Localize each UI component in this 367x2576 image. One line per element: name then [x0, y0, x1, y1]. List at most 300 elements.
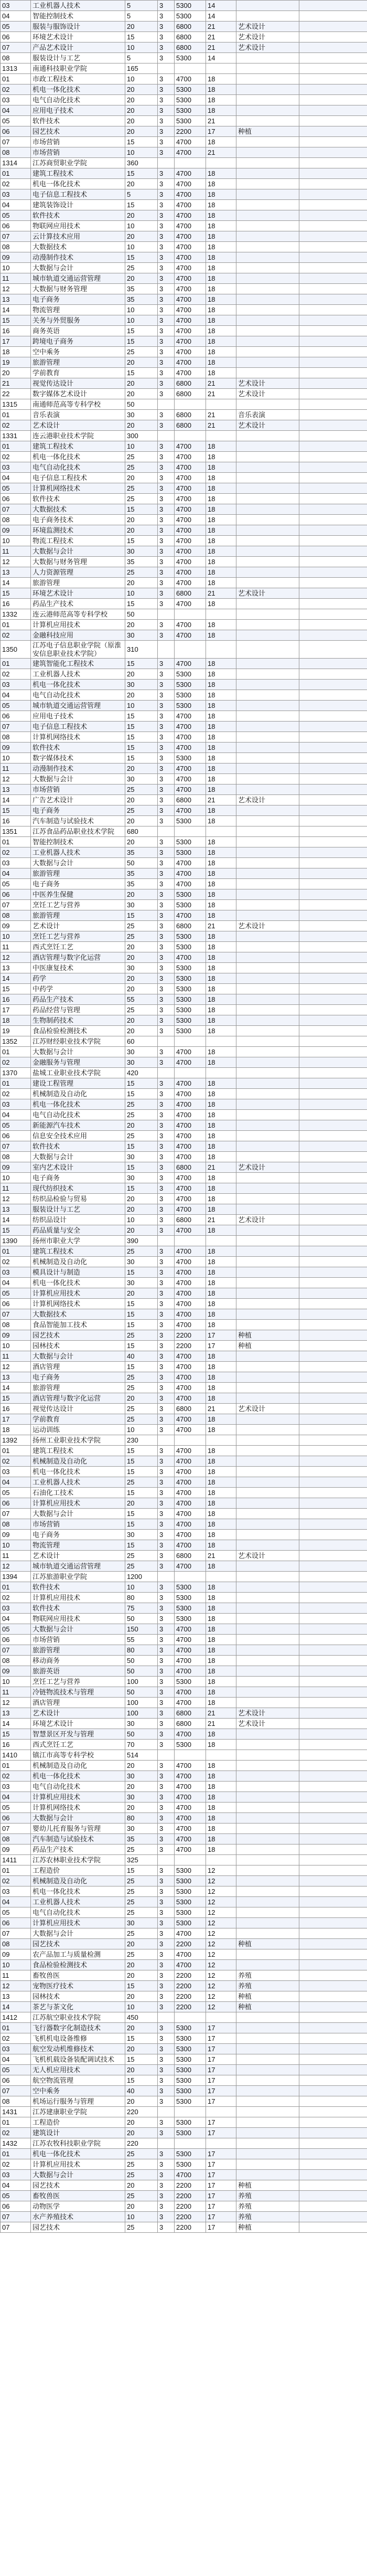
- cell-fee: 4700: [175, 1771, 206, 1782]
- cell-fee: 6800: [175, 1404, 206, 1414]
- cell-name: 工业机器人技术: [31, 1, 125, 11]
- cell-years: 3: [158, 816, 175, 826]
- cell-subject: 18: [206, 669, 236, 680]
- major-row: [1, 2096, 367, 2107]
- cell-empty: [299, 1278, 367, 1288]
- cell-empty: [299, 431, 367, 441]
- cell-fee: 4700: [175, 504, 206, 515]
- school-row: [1, 399, 367, 410]
- cell-years: [158, 826, 175, 837]
- cell-fee: 5300: [175, 669, 206, 680]
- cell-years: 3: [158, 701, 175, 711]
- cell-empty: [299, 609, 367, 620]
- cell-plan: 30: [125, 1719, 158, 1729]
- cell-plan: 30: [125, 1057, 158, 1068]
- major-row: [1, 1162, 367, 1173]
- major-row: [1, 74, 367, 84]
- cell-empty: [299, 2149, 367, 2159]
- cell-name: 冷链物流技术与管理: [31, 1687, 125, 1698]
- cell-category: [236, 95, 299, 105]
- cell-fee: 4700: [175, 1351, 206, 1362]
- cell-fee: 4700: [175, 483, 206, 494]
- major-row: [1, 2201, 367, 2212]
- cell-name: 大数据与会计: [31, 1152, 125, 1162]
- cell-plan: 25: [125, 462, 158, 473]
- cell-subject: 17: [206, 2180, 236, 2191]
- cell-years: 3: [158, 1183, 175, 1194]
- cell-plan: 10: [125, 242, 158, 252]
- cell-name: 计算机应用技术: [31, 620, 125, 630]
- cell-years: 3: [158, 1477, 175, 1488]
- cell-fee: 4700: [175, 1698, 206, 1708]
- cell-empty: [299, 764, 367, 774]
- cell-subject: 21: [206, 43, 236, 53]
- cell-years: 3: [158, 711, 175, 722]
- cell-code: 1352: [1, 1036, 31, 1047]
- cell-empty: [299, 641, 367, 659]
- cell-name: 学前教育: [31, 1414, 125, 1425]
- cell-subject: 17: [206, 2212, 236, 2222]
- cell-subject: 18: [206, 1194, 236, 1204]
- cell-plan: 20: [125, 1960, 158, 1970]
- cell-empty: [299, 43, 367, 53]
- major-row: [1, 1246, 367, 1257]
- cell-code: 09: [1, 1530, 31, 1540]
- cell-years: 3: [158, 1918, 175, 1928]
- cell-category: [236, 1750, 299, 1761]
- major-row: [1, 1152, 367, 1162]
- cell-years: 3: [158, 105, 175, 116]
- cell-years: 3: [158, 1624, 175, 1635]
- cell-empty: [299, 273, 367, 284]
- cell-fee: 6800: [175, 389, 206, 399]
- cell-empty: [299, 1152, 367, 1162]
- cell-subject: 14: [206, 11, 236, 22]
- cell-plan: 15: [125, 168, 158, 179]
- cell-code: 02: [1, 2128, 31, 2138]
- cell-name: 建筑工程技术: [31, 1246, 125, 1257]
- major-row: [1, 252, 367, 263]
- cell-name: 江苏航空职业技术学院: [31, 2012, 125, 2023]
- cell-years: 3: [158, 43, 175, 53]
- cell-fee: 4700: [175, 1141, 206, 1152]
- cell-category: [236, 1960, 299, 1970]
- cell-fee: 4700: [175, 305, 206, 315]
- major-row: [1, 1687, 367, 1698]
- cell-empty: [299, 722, 367, 732]
- cell-subject: 18: [206, 504, 236, 515]
- cell-empty: [299, 357, 367, 368]
- cell-years: 3: [158, 1687, 175, 1698]
- cell-subject: 17: [206, 2065, 236, 2075]
- cell-plan: 25: [125, 1330, 158, 1341]
- cell-years: 3: [158, 1960, 175, 1970]
- cell-name: 智能控制技术: [31, 11, 125, 22]
- major-row: [1, 294, 367, 305]
- cell-subject: [206, 399, 236, 410]
- cell-name: 扬州工业职业技术学院: [31, 1435, 125, 1446]
- cell-category: [236, 1907, 299, 1918]
- cell-fee: 6800: [175, 1551, 206, 1561]
- cell-empty: [299, 1341, 367, 1351]
- cell-years: 3: [158, 2170, 175, 2180]
- major-row: [1, 1078, 367, 1089]
- major-row: [1, 315, 367, 326]
- cell-category: 养殖: [236, 1981, 299, 1991]
- cell-years: 3: [158, 210, 175, 221]
- cell-name: 电子商务: [31, 294, 125, 305]
- cell-empty: [299, 378, 367, 389]
- cell-name: 跨境电子商务: [31, 336, 125, 347]
- cell-fee: [175, 158, 206, 168]
- cell-category: [236, 641, 299, 659]
- cell-fee: 4700: [175, 179, 206, 189]
- cell-category: [236, 231, 299, 242]
- cell-code: 18: [1, 1015, 31, 1026]
- cell-subject: 18: [206, 785, 236, 795]
- major-row: [1, 452, 367, 462]
- cell-subject: 18: [206, 711, 236, 722]
- cell-name: 广告艺术设计: [31, 795, 125, 805]
- cell-empty: [299, 242, 367, 252]
- cell-subject: 18: [206, 1299, 236, 1309]
- cell-empty: [299, 63, 367, 74]
- cell-subject: 21: [206, 32, 236, 43]
- cell-empty: [299, 32, 367, 43]
- cell-category: [236, 1519, 299, 1530]
- cell-code: 06: [1, 126, 31, 137]
- cell-category: [236, 1078, 299, 1089]
- cell-years: 3: [158, 1782, 175, 1792]
- cell-fee: 5300: [175, 994, 206, 1005]
- cell-name: 旅游管理: [31, 1645, 125, 1656]
- cell-code: 1332: [1, 609, 31, 620]
- cell-empty: [299, 452, 367, 462]
- cell-empty: [299, 1813, 367, 1824]
- cell-name: 中医养生保健: [31, 889, 125, 900]
- cell-code: 01: [1, 74, 31, 84]
- cell-code: 08: [1, 147, 31, 158]
- cell-plan: 80: [125, 1813, 158, 1824]
- cell-fee: 5300: [175, 1907, 206, 1918]
- cell-fee: 4700: [175, 1792, 206, 1803]
- cell-category: [236, 1792, 299, 1803]
- cell-code: 03: [1, 858, 31, 868]
- cell-plan: 40: [125, 2086, 158, 2096]
- cell-subject: 21: [206, 795, 236, 805]
- cell-name: 电子商务: [31, 879, 125, 889]
- cell-subject: 21: [206, 389, 236, 399]
- cell-empty: [299, 1110, 367, 1120]
- cell-subject: [206, 158, 236, 168]
- cell-subject: 17: [206, 2159, 236, 2170]
- cell-name: 市场营销: [31, 1635, 125, 1645]
- cell-plan: 5: [125, 11, 158, 22]
- cell-empty: [299, 1656, 367, 1666]
- cell-plan: 25: [125, 1005, 158, 1015]
- cell-category: [236, 1015, 299, 1026]
- cell-name: 旅游英语: [31, 1666, 125, 1677]
- cell-code: 13: [1, 1372, 31, 1383]
- major-row: [1, 43, 367, 53]
- major-row: [1, 578, 367, 588]
- cell-code: 11: [1, 1351, 31, 1362]
- cell-plan: 20: [125, 515, 158, 525]
- cell-plan: 10: [125, 221, 158, 231]
- major-row: [1, 200, 367, 210]
- cell-code: 07: [1, 2212, 31, 2222]
- cell-name: 市政工程技术: [31, 74, 125, 84]
- cell-empty: [299, 1907, 367, 1918]
- cell-subject: 18: [206, 494, 236, 504]
- cell-years: 3: [158, 116, 175, 126]
- cell-name: 动漫制作技术: [31, 252, 125, 263]
- cell-years: 3: [158, 1530, 175, 1540]
- cell-fee: 5300: [175, 984, 206, 994]
- cell-empty: [299, 1897, 367, 1907]
- cell-subject: [206, 1855, 236, 1865]
- cell-category: [236, 1509, 299, 1519]
- cell-fee: 4700: [175, 1320, 206, 1330]
- cell-years: 3: [158, 2075, 175, 2086]
- cell-code: 08: [1, 242, 31, 252]
- cell-empty: [299, 1047, 367, 1057]
- major-row: [1, 1907, 367, 1918]
- major-row: [1, 1561, 367, 1572]
- cell-years: 3: [158, 868, 175, 879]
- cell-subject: 18: [206, 1656, 236, 1666]
- cell-category: [236, 879, 299, 889]
- cell-empty: [299, 1120, 367, 1131]
- cell-subject: 18: [206, 105, 236, 116]
- cell-subject: 18: [206, 1761, 236, 1771]
- cell-category: [236, 1435, 299, 1446]
- cell-empty: [299, 732, 367, 743]
- cell-name: 药品质量与安全: [31, 1225, 125, 1236]
- cell-fee: 6800: [175, 1719, 206, 1729]
- cell-empty: [299, 1771, 367, 1782]
- cell-plan: 20: [125, 22, 158, 32]
- major-row: [1, 1498, 367, 1509]
- cell-plan: 30: [125, 680, 158, 690]
- major-row: [1, 743, 367, 753]
- major-row: [1, 1183, 367, 1194]
- cell-code: 07: [1, 43, 31, 53]
- cell-code: 02: [1, 1456, 31, 1467]
- cell-plan: 165: [125, 63, 158, 74]
- cell-category: [236, 1782, 299, 1792]
- cell-code: 04: [1, 200, 31, 210]
- cell-plan: 15: [125, 536, 158, 546]
- major-row: [1, 774, 367, 785]
- cell-code: 02: [1, 1876, 31, 1886]
- cell-name: 大数据与会计: [31, 2170, 125, 2180]
- cell-fee: 4700: [175, 168, 206, 179]
- cell-empty: [299, 200, 367, 210]
- cell-fee: 4700: [175, 1666, 206, 1677]
- cell-years: 3: [158, 1677, 175, 1687]
- cell-years: 3: [158, 1970, 175, 1981]
- cell-code: 04: [1, 690, 31, 701]
- cell-name: 电子商务: [31, 1372, 125, 1383]
- cell-name: 运动训练: [31, 1425, 125, 1435]
- cell-years: 3: [158, 910, 175, 921]
- cell-category: [236, 1540, 299, 1551]
- cell-category: [236, 1057, 299, 1068]
- cell-code: 02: [1, 669, 31, 680]
- cell-empty: [299, 1414, 367, 1425]
- cell-name: 机械制造及自动化: [31, 1456, 125, 1467]
- cell-years: 3: [158, 1509, 175, 1519]
- cell-category: [236, 557, 299, 567]
- cell-category: 种植: [236, 2002, 299, 2012]
- cell-empty: [299, 1162, 367, 1173]
- cell-code: 01: [1, 2117, 31, 2128]
- cell-subject: 18: [206, 868, 236, 879]
- cell-plan: 50: [125, 858, 158, 868]
- cell-plan: 20: [125, 1761, 158, 1771]
- cell-plan: 25: [125, 805, 158, 816]
- cell-years: 3: [158, 1309, 175, 1320]
- cell-years: 3: [158, 1372, 175, 1383]
- cell-fee: 6800: [175, 420, 206, 431]
- cell-plan: 25: [125, 1246, 158, 1257]
- cell-plan: 10: [125, 441, 158, 452]
- cell-years: 3: [158, 504, 175, 515]
- cell-years: 3: [158, 732, 175, 743]
- cell-name: 食品智能加工技术: [31, 1320, 125, 1330]
- cell-code: 09: [1, 1330, 31, 1341]
- cell-subject: 18: [206, 326, 236, 336]
- cell-name: 智能控制技术: [31, 837, 125, 847]
- cell-years: 3: [158, 357, 175, 368]
- cell-category: [236, 1645, 299, 1656]
- cell-plan: 20: [125, 984, 158, 994]
- cell-empty: [299, 84, 367, 95]
- cell-name: 机电一体化技术: [31, 2149, 125, 2159]
- cell-plan: 10: [125, 147, 158, 158]
- cell-category: [236, 1288, 299, 1299]
- major-row: [1, 2033, 367, 2044]
- cell-subject: 18: [206, 690, 236, 701]
- cell-empty: [299, 942, 367, 952]
- cell-plan: 20: [125, 1026, 158, 1036]
- cell-category: [236, 1299, 299, 1309]
- cell-category: [236, 1068, 299, 1078]
- cell-fee: 4700: [175, 1278, 206, 1288]
- cell-years: 3: [158, 1341, 175, 1351]
- cell-subject: 12: [206, 1981, 236, 1991]
- cell-name: 旅游管理: [31, 357, 125, 368]
- cell-code: 01: [1, 2023, 31, 2033]
- cell-years: 3: [158, 1330, 175, 1341]
- cell-code: 01: [1, 837, 31, 847]
- cell-subject: 18: [206, 557, 236, 567]
- cell-name: 艺术设计: [31, 1708, 125, 1719]
- cell-code: 02: [1, 630, 31, 641]
- cell-category: 养殖: [236, 2201, 299, 2212]
- cell-fee: [175, 2138, 206, 2149]
- cell-plan: 25: [125, 1414, 158, 1425]
- major-row: [1, 1299, 367, 1309]
- cell-empty: [299, 179, 367, 189]
- cell-fee: 5300: [175, 84, 206, 95]
- cell-years: 3: [158, 389, 175, 399]
- cell-subject: 18: [206, 336, 236, 347]
- cell-fee: 2200: [175, 2212, 206, 2222]
- major-row: [1, 1089, 367, 1099]
- cell-name: 大数据与会计: [31, 1509, 125, 1519]
- cell-fee: 4700: [175, 1834, 206, 1844]
- cell-category: [236, 347, 299, 357]
- cell-years: 3: [158, 32, 175, 43]
- cell-category: [236, 743, 299, 753]
- cell-category: [236, 273, 299, 284]
- cell-plan: 25: [125, 2149, 158, 2159]
- cell-name: 扬州市职业大学: [31, 1236, 125, 1246]
- cell-category: 种植: [236, 126, 299, 137]
- cell-plan: 20: [125, 837, 158, 847]
- cell-subject: 18: [206, 1278, 236, 1288]
- cell-category: 养殖: [236, 2212, 299, 2222]
- major-row: [1, 210, 367, 221]
- cell-code: 19: [1, 1026, 31, 1036]
- cell-name: 金融科技应用: [31, 630, 125, 641]
- major-row: [1, 567, 367, 578]
- cell-subject: 18: [206, 1414, 236, 1425]
- cell-category: [236, 837, 299, 847]
- cell-years: 3: [158, 1225, 175, 1236]
- cell-plan: 55: [125, 994, 158, 1005]
- cell-name: 服装设计与工艺: [31, 53, 125, 63]
- cell-years: [158, 399, 175, 410]
- cell-fee: 5300: [175, 816, 206, 826]
- cell-fee: 4700: [175, 1949, 206, 1960]
- cell-fee: 4700: [175, 1824, 206, 1834]
- cell-fee: 6800: [175, 1215, 206, 1225]
- cell-category: [236, 1257, 299, 1267]
- cell-name: 工业机器人技术: [31, 669, 125, 680]
- cell-fee: 5300: [175, 2128, 206, 2138]
- cell-fee: 2200: [175, 1991, 206, 2002]
- cell-plan: 15: [125, 2054, 158, 2065]
- cell-category: [236, 1320, 299, 1330]
- cell-subject: 18: [206, 963, 236, 973]
- cell-plan: 25: [125, 1131, 158, 1141]
- cell-subject: 12: [206, 1960, 236, 1970]
- cell-years: 3: [158, 1488, 175, 1498]
- cell-name: 物联网应用技术: [31, 221, 125, 231]
- cell-category: [236, 536, 299, 546]
- major-row: [1, 441, 367, 452]
- cell-code: 08: [1, 1519, 31, 1530]
- cell-code: 10: [1, 536, 31, 546]
- cell-empty: [299, 1026, 367, 1036]
- cell-name: 数字媒体技术: [31, 753, 125, 764]
- cell-category: [236, 2086, 299, 2096]
- cell-name: 电子商务: [31, 1530, 125, 1540]
- cell-plan: 20: [125, 1204, 158, 1215]
- cell-plan: 15: [125, 1519, 158, 1530]
- cell-fee: 4700: [175, 546, 206, 557]
- cell-empty: [299, 399, 367, 410]
- major-row: [1, 1330, 367, 1341]
- cell-fee: 5300: [175, 1918, 206, 1928]
- major-row: [1, 137, 367, 147]
- cell-name: 药品生产技术: [31, 599, 125, 609]
- cell-name: 江苏旅游职业学院: [31, 1572, 125, 1582]
- cell-empty: [299, 1257, 367, 1267]
